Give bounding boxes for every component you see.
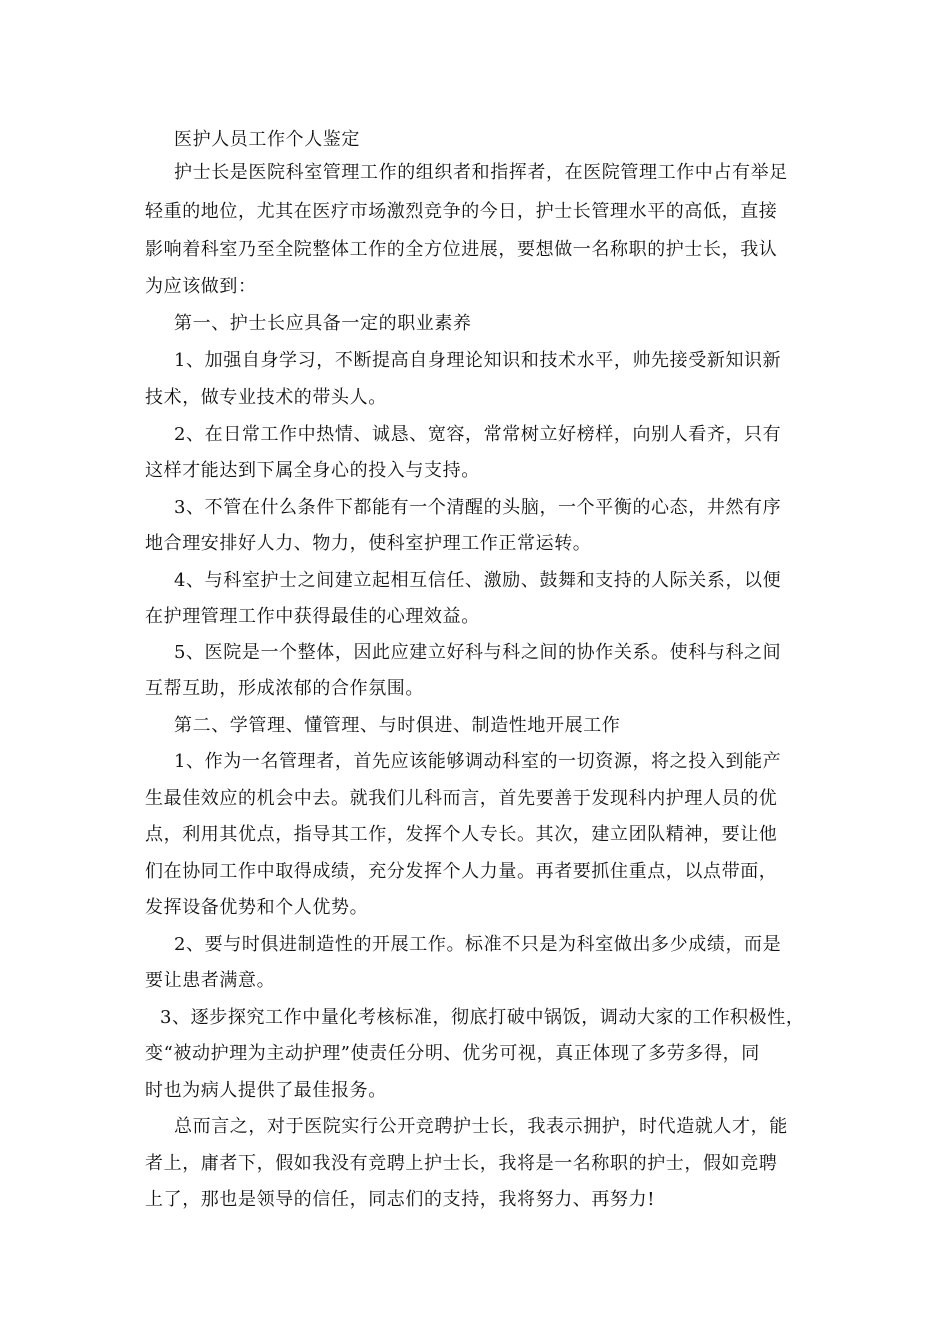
paragraph-line: 互帮互助，形成浓郁的合作氛围。 [145,678,424,699]
paragraph-line: 为应该做到： [145,276,257,297]
paragraph-line: 变“被动护理为主动护理”使责任分明、优劣可视，真正体现了多劳多得，同 [145,1043,760,1064]
paragraph-line: 上了，那也是领导的信任，同志们的支持，我将努力、再努力! [145,1189,656,1210]
paragraph-line: 总而言之，对于医院实行公开竞聘护士长，我表示拥护，时代造就人才，能 [174,1116,788,1137]
document-title: 医护人员工作个人鉴定 [174,129,360,150]
paragraph-line: 护士长是医院科室管理工作的组织者和指挥者，在医院管理工作中占有举足 [174,162,788,183]
paragraph-line: 时也为病人提供了最佳报务。 [145,1080,387,1101]
paragraph-line: 3、不管在什么条件下都能有一个清醒的头脑，一个平衡的心态，井然有序 [174,497,782,518]
paragraph-line: 技术，做专业技术的带头人。 [145,387,387,408]
paragraph-line: 们在协同工作中取得成绩，充分发挥个人力量。再者要抓住重点，以点带面， [145,861,778,882]
paragraph-line: 4、与科室护士之间建立起相互信任、激励、鼓舞和支持的人际关系，以便 [174,570,782,591]
section-heading: 第二、学管理、懂管理、与时俱进、制造性地开展工作 [174,715,621,736]
paragraph-line: 轻重的地位，尤其在医疗市场激烈竞争的今日，护士长管理水平的高低，直接 [145,201,778,222]
paragraph-line: 在护理管理工作中获得最佳的心理效益。 [145,606,480,627]
paragraph-line: 2、在日常工作中热情、诚恳、宽容，常常树立好榜样，向别人看齐，只有 [174,424,782,445]
paragraph-line: 2、要与时俱进制造性的开展工作。标准不只是为科室做出多少成绩，而是 [174,934,782,955]
section-heading: 第一、护士长应具备一定的职业素养 [174,313,472,334]
paragraph-line: 这样才能达到下属全身心的投入与支持。 [145,460,480,481]
paragraph-line: 影响着科室乃至全院整体工作的全方位进展，要想做一名称职的护士长，我认 [145,239,778,260]
paragraph-line: 5、医院是一个整体，因此应建立好科与科之间的协作关系。使科与科之间 [174,642,782,663]
paragraph-line: 者上，庸者下，假如我没有竞聘上护士长，我将是一名称职的护士，假如竞聘 [145,1153,778,1174]
paragraph-line: 发挥设备优势和个人优势。 [145,897,369,918]
paragraph-line: 点，利用其优点，指导其工作，发挥个人专长。其次，建立团队精神，要让他 [145,824,778,845]
paragraph-line: 1、作为一名管理者，首先应该能够调动科室的一切资源，将之投入到能产 [174,751,782,772]
paragraph-line: 3、逐步探究工作中量化考核标准，彻底打破中锅饭，调动大家的工作积极性， [160,1007,805,1028]
paragraph-line: 要让患者满意。 [145,970,276,991]
paragraph-line: 1、加强自身学习，不断提高自身理论知识和技术水平，帅先接受新知识新 [174,350,782,371]
paragraph-line: 生最佳效应的机会中去。就我们儿科而言，首先要善于发现科内护理人员的优 [145,788,778,809]
paragraph-line: 地合理安排好人力、物力，使科室护理工作正常运转。 [145,533,592,554]
